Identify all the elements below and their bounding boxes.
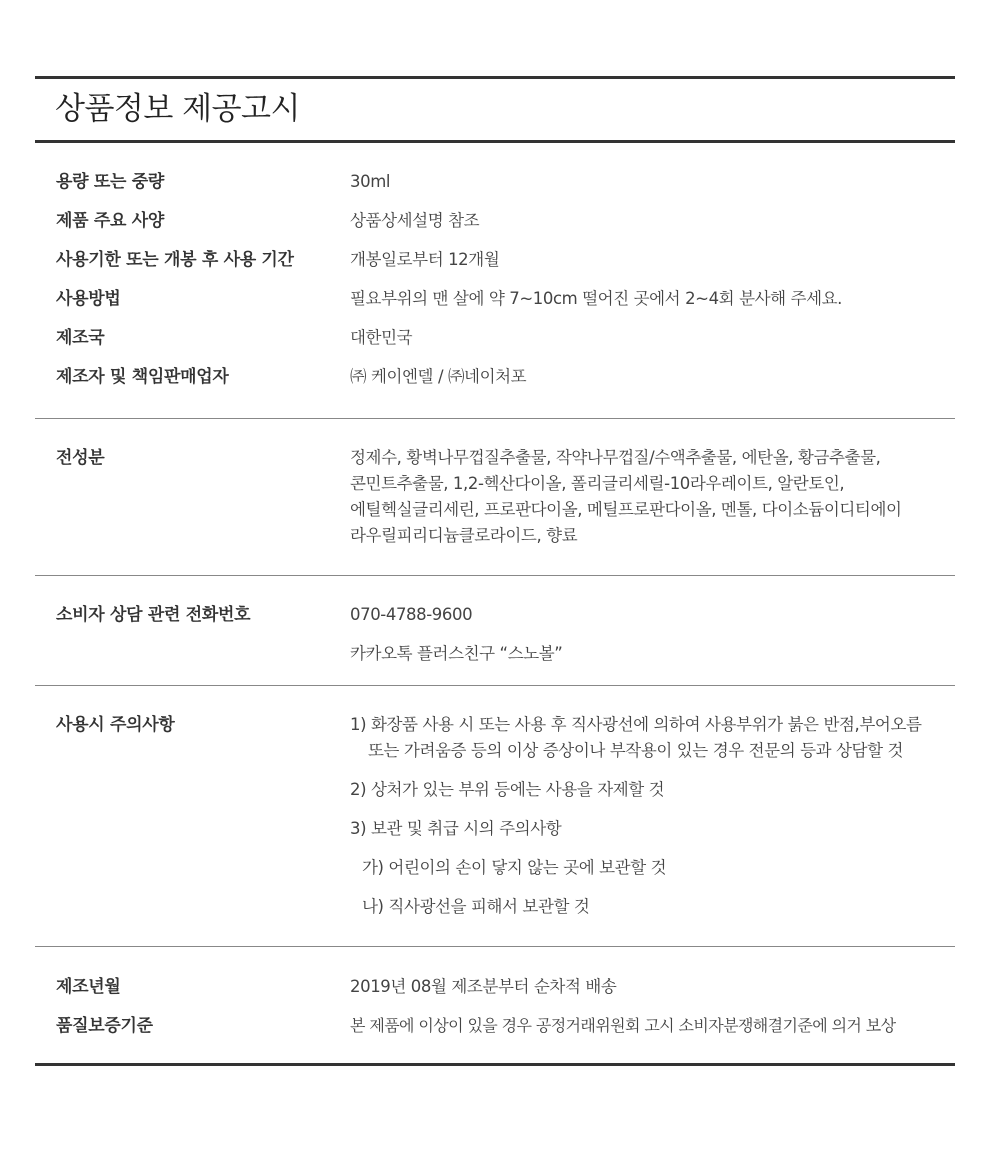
row-value: 본 제품에 이상이 있을 경우 공정거래위원회 고시 소비자분쟁해결기준에 의거 보상 [350,1016,896,1035]
row-label: 소비자 상담 관련 전화번호 [56,605,251,625]
info-row-expiry [35,247,955,286]
ingredients-list [350,445,955,549]
ingredients-line: 라우릴피리디늄클로라이드, 향료 [350,526,578,545]
row-label: 사용방법 [56,289,121,309]
section-ingredients [35,419,955,576]
section-manufacture-warranty [35,947,955,1066]
ingredients-line: 정제수, 황벽나무껍질추출물, 작약나무껍질/수액추출물, 에탄올, 황금추출물, [350,448,881,467]
info-row-capacity [35,169,955,208]
row-value: 필요부위의 맨 살에 약 7~10cm 떨어진 곳에서 2~4회 분사해 주세요. [350,289,842,308]
row-label: 제조자 및 책임판매업자 [56,367,229,387]
precautions-row [35,712,955,920]
precaution-item: 2) 상처가 있는 부위 등에는 사용을 자제할 것 [350,780,665,799]
row-label: 용량 또는 중량 [56,172,164,192]
precaution-item-continued: 또는 가려움증 등의 이상 증상이나 부작용이 있는 경우 전문의 등과 상담할 것 [368,741,904,760]
page-title: 상품정보 제공고시 [55,91,300,127]
contact-row [35,602,955,667]
phone-number: 070-4788-9600 [350,605,473,624]
precaution-item: 1) 화장품 사용 시 또는 사용 후 직사광선에 의하여 사용부위가 붉은 반점,부어오름 [350,715,922,734]
row-value: 30ml [350,172,391,191]
row-label: 품질보증기준 [56,1016,153,1036]
section-basic-info [35,143,955,419]
row-value: 상품상세설명 참조 [350,211,480,230]
title-bar [35,79,955,140]
info-row-manufacturer [35,364,955,403]
info-row-usage [35,286,955,325]
precaution-subitem: 나) 직사광선을 피해서 보관할 것 [362,897,590,916]
row-label: 제조국 [56,328,105,348]
row-value: 2019년 08월 제조분부터 순차적 배송 [350,977,617,996]
contact-values [350,602,955,667]
info-row-manufacture-date [35,974,955,1013]
row-value: 대한민국 [350,328,413,347]
row-label: 제품 주요 사양 [56,211,164,231]
row-label: 제조년월 [56,977,121,997]
info-row-quality-guarantee [35,1013,955,1041]
precautions-list [350,712,955,920]
ingredients-line: 에틸헥실글리세린, 프로판다이올, 메틸프로판다이올, 멘톨, 다이소듐이디티에이 [350,500,902,519]
precaution-item: 3) 보관 및 취급 시의 주의사항 [350,819,562,838]
ingredients-row [35,445,955,549]
precaution-subitem: 가) 어린이의 손이 닿지 않는 곳에 보관할 것 [362,858,667,877]
ingredients-line: 콘민트추출물, 1,2-헥산다이올, 폴리글리세릴-10라우레이트, 알란토인, [350,474,845,493]
product-info-notice [35,76,955,1066]
row-label: 사용기한 또는 개봉 후 사용 기간 [56,250,294,270]
section-contact [35,576,955,686]
row-label: 전성분 [56,448,105,468]
kakao-channel: 카카오톡 플러스친구 “스노볼” [350,644,563,663]
row-label: 사용시 주의사항 [56,715,175,735]
info-row-specs [35,208,955,247]
row-value: 개봉일로부터 12개월 [350,250,500,269]
section-precautions [35,686,955,947]
row-value: ㈜ 케이엔델 / ㈜네이처포 [350,367,527,386]
info-row-country [35,325,955,364]
